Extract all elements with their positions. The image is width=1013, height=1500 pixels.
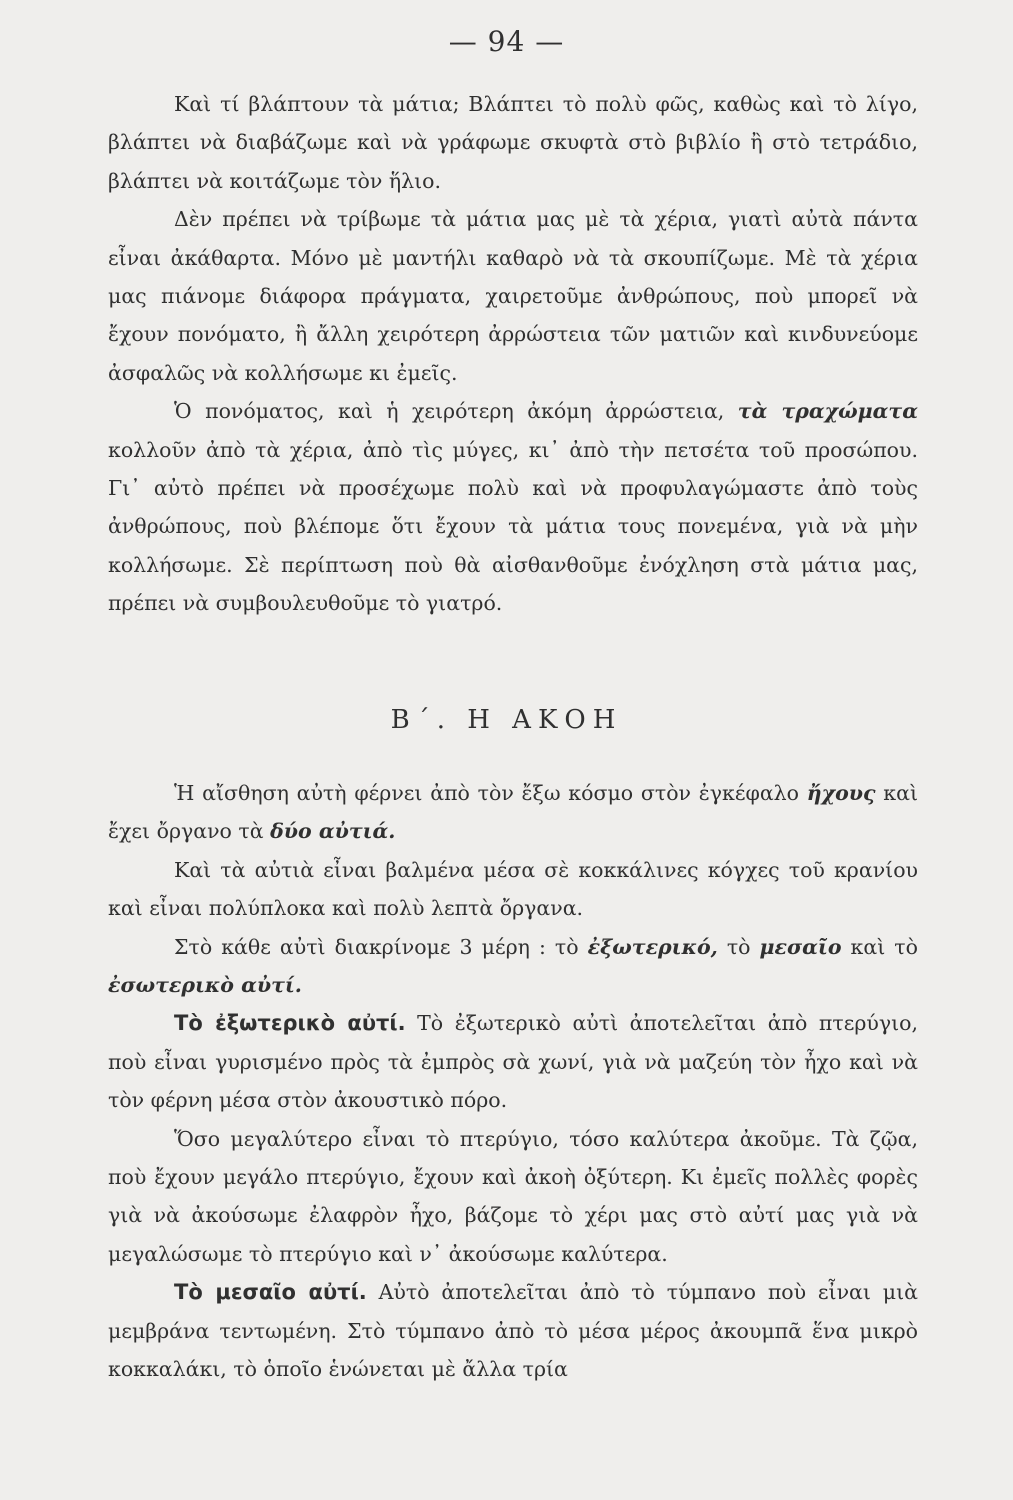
paragraph bbox=[108, 1004, 918, 1119]
paragraph-text: Ὁ πονόματος, καὶ ἡ χειρότερη ἀκόμη ἀρρώστεια, bbox=[174, 399, 738, 424]
paragraph-text: τὸ bbox=[717, 934, 760, 959]
paragraph bbox=[108, 774, 918, 851]
section-eyes-text bbox=[108, 85, 918, 623]
emphasis-term: δύο αὐτιά. bbox=[270, 819, 396, 844]
paragraph-text: Αὐτὸ ἀποτελεῖται ἀπὸ τὸ τύμπανο ποὺ εἶναι μιὰ μεμβράνα τεντωμένη. Στὸ τύμπανο ἀπὸ τὸ μέσα μέρος ἀκουμπᾶ ἕνα μικρὸ κοκκαλάκι, τὸ ὁποῖο ἑνώνεται μὲ ἄλλα τρία bbox=[108, 1280, 918, 1382]
emphasis-term: ἐξωτερικό, bbox=[587, 934, 718, 959]
section-hearing-text bbox=[108, 774, 918, 1389]
paragraph-text: Ἡ αἴσθηση αὐτὴ φέρνει ἀπὸ τὸν ἔξω κόσμο στὸν ἐγκέφαλο bbox=[174, 781, 807, 805]
subheading-inline: Τὸ ἐξωτερικὸ αὐτί. bbox=[174, 1011, 406, 1036]
emphasis-term: τὰ τραχώματα bbox=[737, 399, 918, 424]
paragraph: Δὲν πρέπει νὰ τρίβωμε τὰ μάτια μας μὲ τὰ χέρια, γιατὶ αὐτὰ πάντα εἶναι ἀκάθαρτα. Μόνο μὲ μαντήλι καθαρὸ νὰ τὰ σκουπίζωμε. Μὲ τὰ χέρια μας πιάνομε διάφορα πράγματα, χαιρετοῦμε ἀνθρώπους, ποὺ μπορεῖ νὰ ἔχουν πονόματο, ἢ ἄλλη χειρότερη ἀρρώστεια τῶν ματιῶν καὶ κινδυνεύομε ἀσφαλῶς νὰ κολλήσωμε κι ἐμεῖς. bbox=[108, 207, 918, 385]
paragraph bbox=[108, 392, 918, 622]
paragraph-text: καὶ ἔχει ὄργανο τὰ bbox=[108, 781, 918, 844]
paragraph: Καὶ τί βλάπτουν τὰ μάτια; Βλάπτει τὸ πολὺ φῶς, καθὼς καὶ τὸ λίγο, βλάπτει νὰ διαβάζωμε καὶ νὰ γράφωμε σκυφτὰ στὸ βιβλίο ἢ στὸ τετράδιο, βλάπτει νὰ κοιτάζωμε τὸν ἥλιο. bbox=[108, 92, 918, 193]
paragraph bbox=[108, 928, 918, 1005]
paragraph-text: καὶ τὸ bbox=[841, 934, 918, 959]
paragraph bbox=[108, 1273, 918, 1388]
paragraph-text: Στὸ κάθε αὐτὶ διακρίνομε 3 μέρη : τὸ bbox=[174, 934, 588, 959]
paragraph-text: κολλοῦν ἀπὸ τὰ χέρια, ἀπὸ τὶς μύγες, κι᾽ ἀπὸ τὴν πετσέτα τοῦ προσώπου. Γι᾽ αὐτὸ πρέπει νὰ προσέχωμε πολὺ καὶ νὰ προφυλαγώμαστε ἀπὸ τοὺς ἀνθρώπους, ποὺ βλέπομε ὅτι ἔχουν τὰ μάτια τους πονεμένα, γιὰ νὰ μὴν κολλήσωμε. Σὲ περίπτωση ποὺ θὰ αἰσθανθοῦμε ἐνόχληση στὰ μάτια μας, πρέπει νὰ συμβουλευθοῦμε τὸ γιατρό. bbox=[108, 437, 918, 616]
emphasis-term: ἐσωτερικὸ αὐτί. bbox=[108, 973, 302, 998]
subheading-inline: Τὸ μεσαῖο αὐτί. bbox=[174, 1280, 367, 1305]
paragraph: Καὶ τὰ αὐτιὰ εἶναι βαλμένα μέσα σὲ κοκκάλινες κόγχες τοῦ κρανίου καὶ εἶναι πολύπλοκα καὶ πολὺ λεπτὰ ὄργανα. bbox=[108, 857, 918, 921]
paragraph: Ὅσο μεγαλύτερο εἶναι τὸ πτερύγιο, τόσο καλύτερα ἀκοῦμε. Τὰ ζῷα, ποὺ ἔχουν μεγάλο πτερύγιο, ἔχουν καὶ ἀκοὴ ὀξύτερη. Κι ἐμεῖς πολλὲς φορὲς γιὰ νὰ ἀκούσωμε ἐλαφρὸν ἦχο, βάζομε τὸ χέρι μας στὸ αὐτί μας γιὰ νὰ μεγαλώσωμε τὸ πτερύγιο καὶ ν᾽ ἀκούσωμε καλύτερα. bbox=[108, 1126, 918, 1266]
page-number: — 94 — bbox=[448, 25, 565, 58]
emphasis-term: μεσαῖο bbox=[759, 934, 842, 959]
paragraph-text: Τὸ ἐξωτερικὸ αὐτὶ ἀποτελεῖται ἀπὸ πτερύγιο, ποὺ εἶναι γυρισμένο πρὸς τὰ ἐμπρὸς σὰ χωνί, γιὰ νὰ μαζεύη τὸν ἦχο καὶ νὰ τὸν φέρνη μέσα στὸν ἀκουστικὸ πόρο. bbox=[108, 1011, 918, 1113]
section-heading: Β΄. Η ΑΚΟΗ bbox=[390, 705, 623, 735]
emphasis-term: ἤχους bbox=[806, 781, 876, 805]
